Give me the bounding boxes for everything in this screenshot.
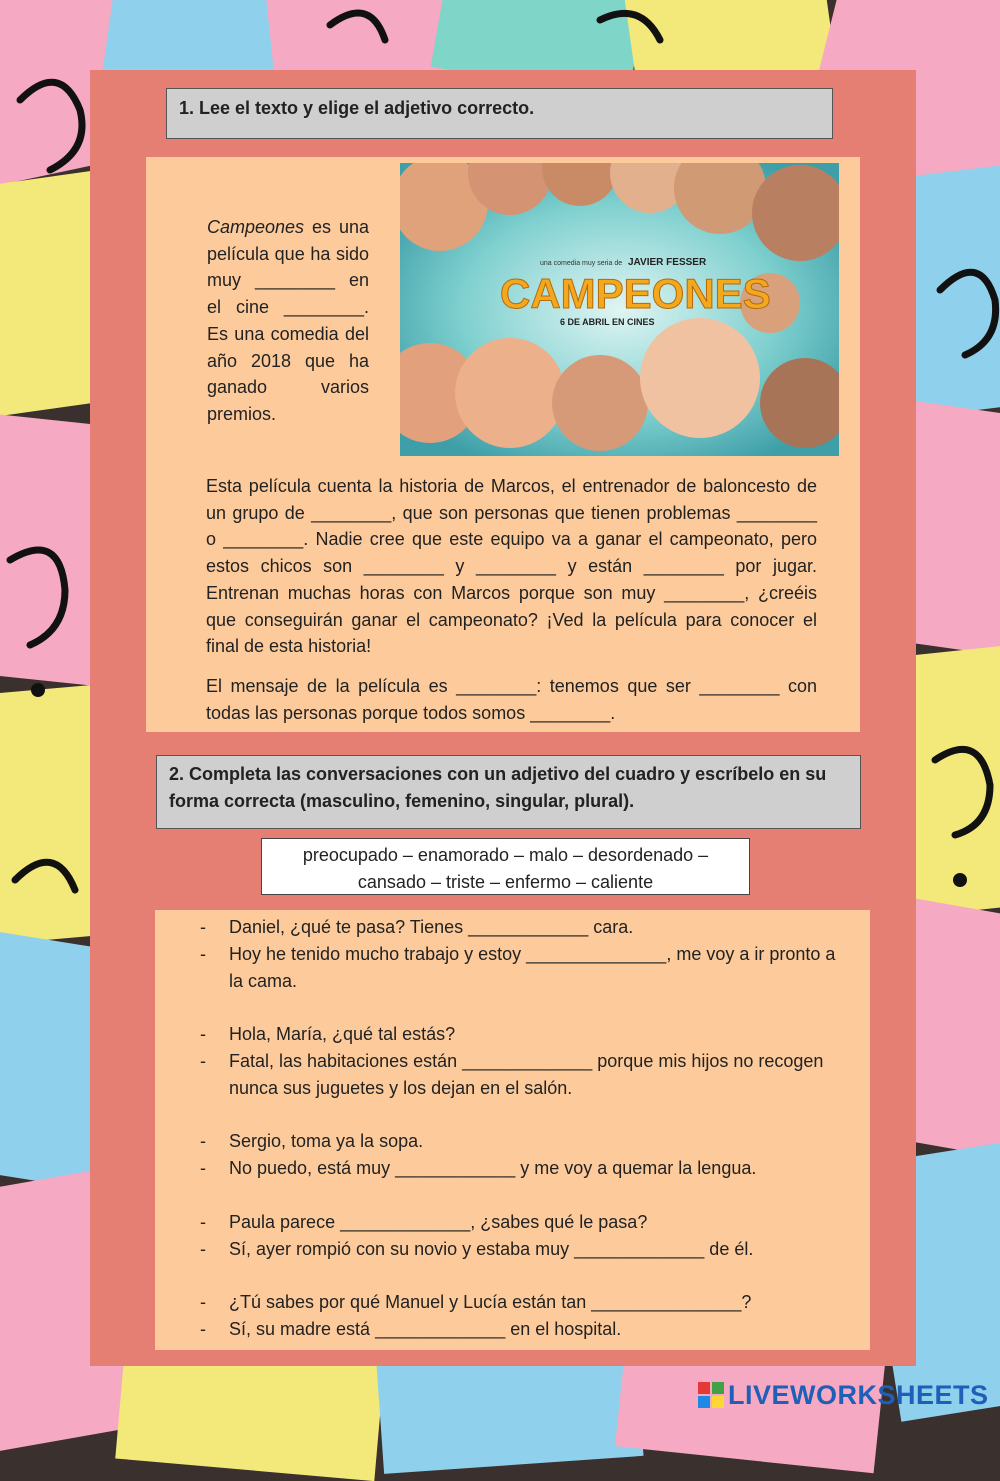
dialogue-line: - Sí, su madre está _____________ en el hospital. <box>200 1318 622 1339</box>
exercise-1-heading-text: 1. Lee el texto y elige el adjetivo correcto. <box>179 98 535 118</box>
message-paragraph: El mensaje de la película es ________: tenemos que ser ________ con todas las personas porque todos somos ________. <box>206 676 817 723</box>
logo-grid-icon <box>698 1382 724 1408</box>
dialogue-line: - ¿Tú sabes por qué Manuel y Lucía están tan _______________? <box>200 1292 752 1313</box>
dialogue-line: - Paula parece _____________, ¿sabes qué le pasa? <box>200 1211 648 1232</box>
exercise-2-heading <box>156 755 861 829</box>
logo-text: LIVEWORKSHEETS <box>728 1379 989 1410</box>
dialogue-line: - Daniel, ¿qué te pasa? Tienes ____________ cara. <box>200 917 634 937</box>
exercise-2-heading-text: 2. Completa las conversaciones con un adjetivo del cuadro y escríbelo en su forma correcta (masculino, femenino, singular, plural). <box>169 764 827 811</box>
movie-poster <box>400 163 839 456</box>
word-bank <box>261 838 750 895</box>
liveworksheets-logo[interactable] <box>698 1378 998 1412</box>
dialogue-line: - Fatal, las habitaciones están _____________ porque mis hijos no recogen nunca sus juguetes y los dejan en el salón. <box>200 1050 824 1098</box>
intro-paragraph <box>207 214 369 428</box>
poster-tagline: una comedia muy seria de <box>540 260 623 267</box>
intro-text: es una película que ha sido muy ________ en el cine ________. Es una comedia del año 2018 que ha ganado varios premios. <box>207 217 369 424</box>
poster-image <box>400 163 839 456</box>
dialogue-line: - Hoy he tenido mucho trabajo y estoy ______________, me voy a ir pronto a la cama. <box>200 943 836 991</box>
poster-title: CAMPEONES <box>500 270 771 317</box>
dialogue-line: - Sergio, toma ya la sopa. <box>200 1131 424 1152</box>
movie-title-italic: Campeones <box>207 217 305 237</box>
word-bank-line-2: cansado – triste – enfermo – caliente <box>357 872 654 892</box>
poster-director: JAVIER FESSER <box>628 257 707 268</box>
story-paragraph: Esta película cuenta la historia de Marcos, el entrenador de baloncesto de un grupo de ________, que son personas que tienen problemas ________ o ________. Nadie cree que este equipo va a ganar el campeonato, pero estos chicos son ________ y ________ y están ________ por jugar. Entrenan muchas horas con Marcos porque son muy ________, ¿creéis que conseguirán ganar el campeonato? ¡Ved la película para conocer el final de esta historia! <box>206 476 817 657</box>
dialogue-line: - Sí, ayer rompió con su novio y estaba muy _____________ de él. <box>200 1238 754 1259</box>
dialogue-line: - Hola, María, ¿qué tal estás? <box>200 1024 456 1045</box>
exercise-1-heading <box>166 88 833 139</box>
dialogue-list <box>156 914 836 1343</box>
word-bank-line-1: preocupado – enamorado – malo – desordenado – <box>302 845 709 865</box>
dialogue-line: - No puedo, está muy ____________ y me voy a quemar la lengua. <box>200 1158 757 1179</box>
poster-release: 6 DE ABRIL EN CINES <box>560 317 655 327</box>
